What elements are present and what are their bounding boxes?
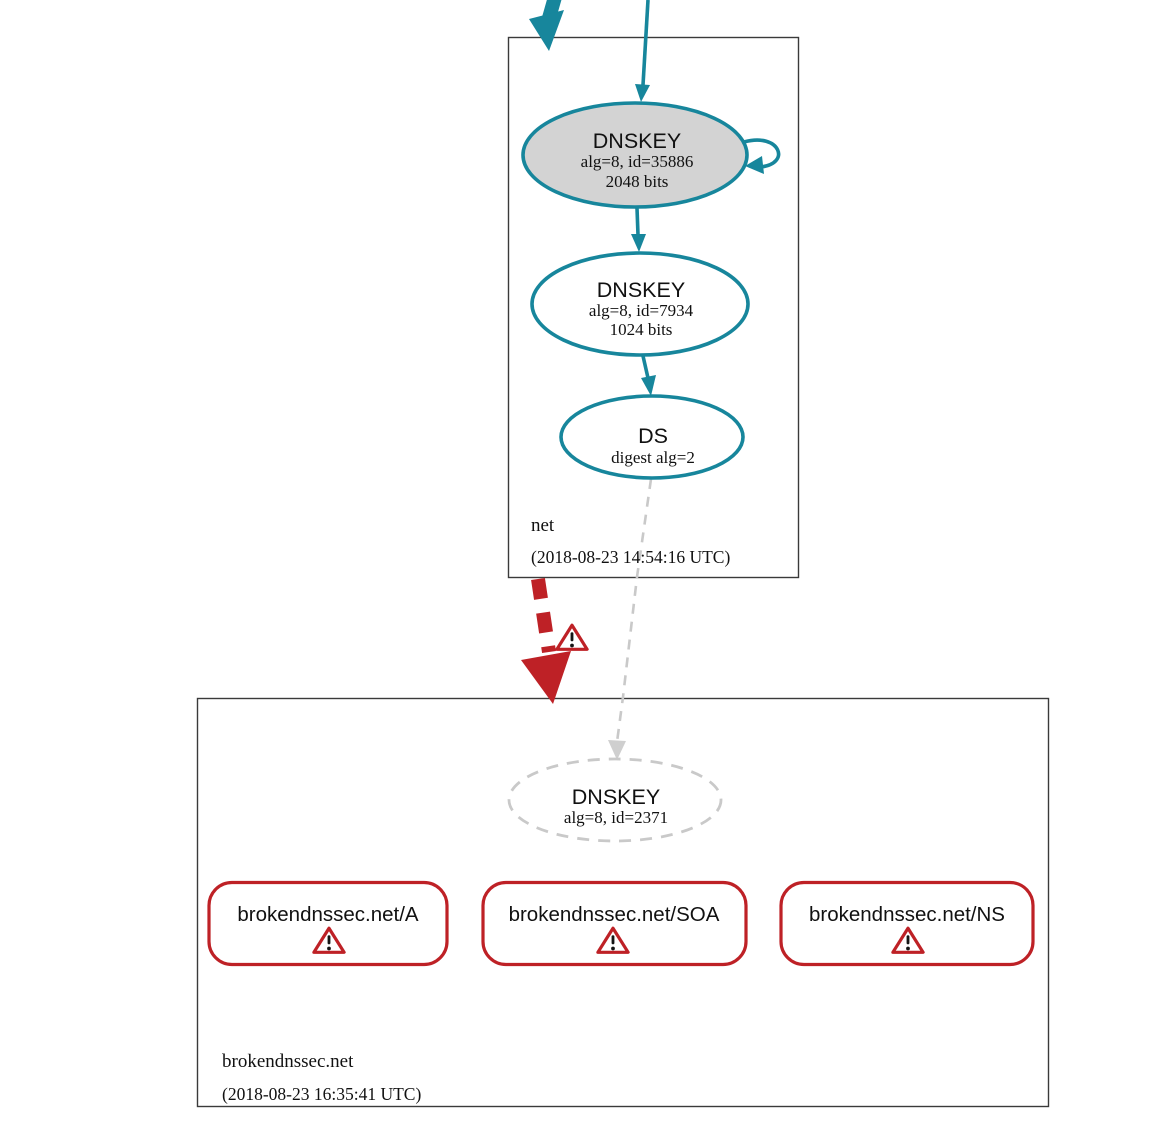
node-attr-alg-id: alg=8, id=7934 — [588, 301, 694, 320]
zone-name-net: net — [531, 515, 555, 536]
node-attr-alg-id: alg=8, id=35886 — [580, 152, 694, 171]
node-attr-alg-id: alg=8, id=2371 — [563, 808, 669, 827]
node-title: DNSKEY — [592, 129, 682, 153]
arrowhead-red — [521, 651, 571, 704]
warning-icon — [557, 625, 587, 649]
rrset-label: brokendnssec.net/A — [237, 903, 419, 926]
zone-name-brokendnssec-net: brokendnssec.net — [222, 1051, 354, 1072]
node-attr-bits: 2048 bits — [605, 172, 669, 191]
rrset-label: brokendnssec.net/SOA — [508, 903, 720, 926]
zone-timestamp-brokendnssec-net: (2018-08-23 16:35:41 UTC) — [222, 1084, 422, 1104]
node-dnskey-2371[interactable] — [509, 759, 721, 841]
zone-timestamp-net: (2018-08-23 14:54:16 UTC) — [531, 547, 731, 567]
rrset-box-a[interactable] — [209, 883, 447, 965]
node-dnskey-35886[interactable] — [523, 103, 747, 207]
rrset-box-ns[interactable] — [781, 883, 1033, 965]
rrset-label: brokendnssec.net/NS — [808, 903, 1006, 926]
node-dnskey-7934[interactable] — [532, 253, 748, 355]
node-title: DNSKEY — [571, 785, 661, 809]
node-title: DS — [638, 424, 668, 448]
node-attr-digest: digest alg=2 — [611, 448, 695, 467]
node-title: DNSKEY — [596, 278, 686, 302]
node-ds[interactable] — [561, 396, 743, 478]
node-attr-bits: 1024 bits — [609, 320, 673, 339]
rrset-box-soa[interactable] — [483, 883, 746, 965]
